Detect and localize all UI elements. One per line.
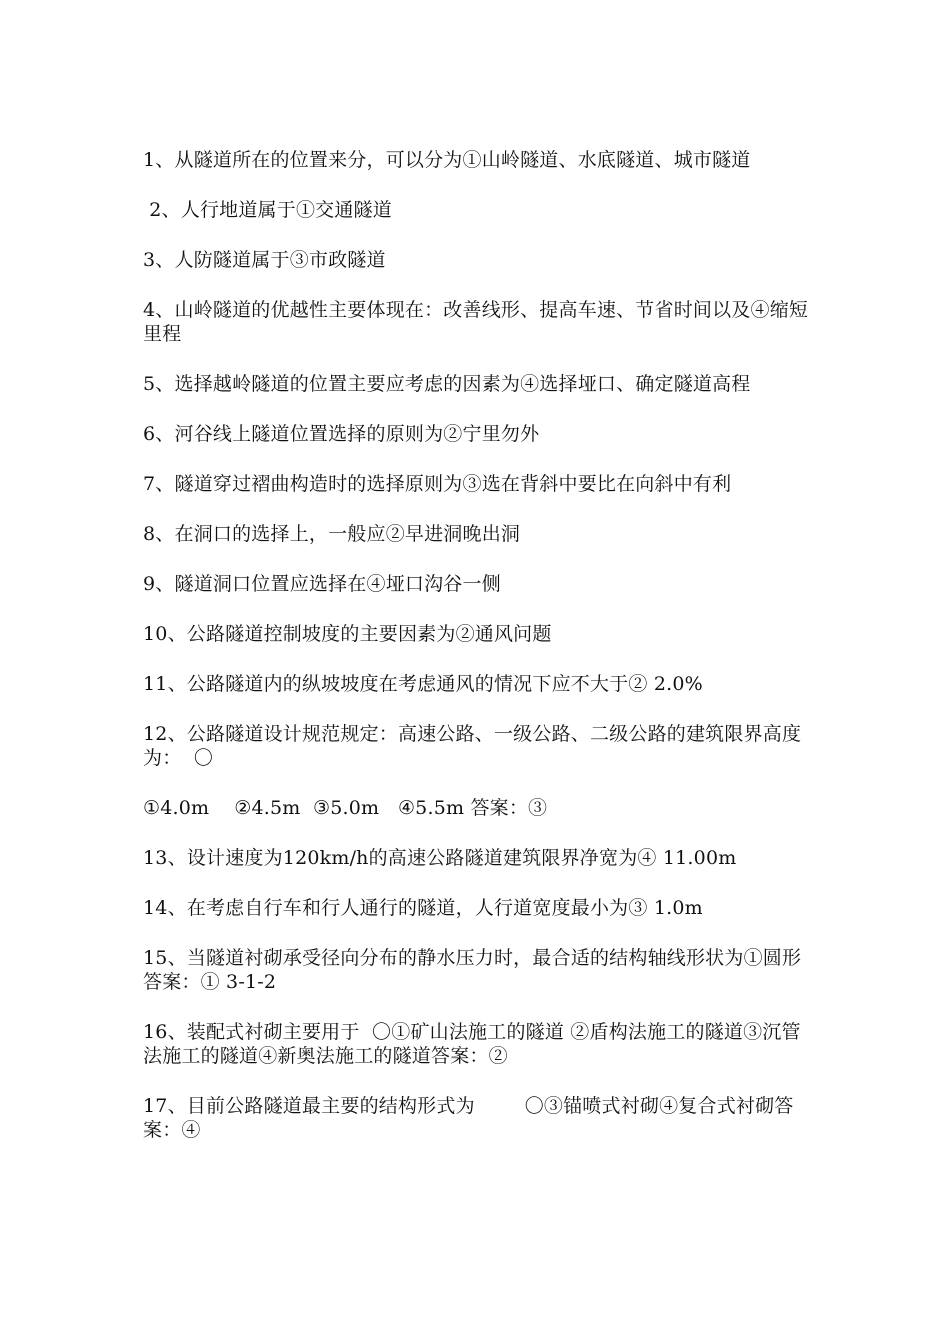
question-11: 11、公路隧道内的纵坡坡度在考虑通风的情况下应不大于② 2.0% (143, 673, 703, 695)
question-15: 15、当隧道衬砌承受径向分布的静水压力时，最合适的结构轴线形状为①圆形答案：① 3-1-2 (143, 947, 802, 993)
question-17: 17、目前公路隧道最主要的结构形式为 〇③锚喷式衬砌④复合式衬砌答案：④ (143, 1095, 794, 1141)
question-14: 14、在考虑自行车和行人通行的隧道，人行道宽度最小为③ 1.0m (143, 897, 703, 919)
question-12-options: ①4.0m ②4.5m ③5.0m ④5.5m 答案：③ (143, 797, 548, 819)
question-1: 1、从隧道所在的位置来分，可以分为①山岭隧道、水底隧道、城市隧道 (143, 149, 751, 171)
question-3: 3、人防隧道属于③市政隧道 (143, 249, 386, 271)
question-5: 5、选择越岭隧道的位置主要应考虑的因素为④选择垭口、确定隧道高程 (143, 373, 751, 395)
question-7: 7、隧道穿过褶曲构造时的选择原则为③选在背斜中要比在向斜中有利 (143, 473, 732, 495)
question-2: 2、人行地道属于①交通隧道 (143, 199, 392, 221)
question-4: 4、山岭隧道的优越性主要体现在：改善线形、提高车速、节省时间以及④缩短里程 (143, 299, 809, 345)
question-12: 12、公路隧道设计规范规定：高速公路、一级公路、二级公路的建筑限界高度为： 〇 (143, 723, 802, 769)
question-6: 6、河谷线上隧道位置选择的原则为②宁里勿外 (143, 423, 540, 445)
question-list (143, 148, 811, 1168)
question-16: 16、装配式衬砌主要用于 〇①矿山法施工的隧道 ②盾构法施工的隧道③沉管法施工的隧道④新奥法施工的隧道答案：② (143, 1021, 801, 1067)
question-8: 8、在洞口的选择上，一般应②早进洞晚出洞 (143, 523, 521, 545)
question-13: 13、设计速度为120km/h的高速公路隧道建筑限界净宽为④ 11.00m (143, 847, 737, 869)
question-10: 10、公路隧道控制坡度的主要因素为②通风问题 (143, 623, 552, 645)
question-9: 9、隧道洞口位置应选择在④垭口沟谷一侧 (143, 573, 501, 595)
